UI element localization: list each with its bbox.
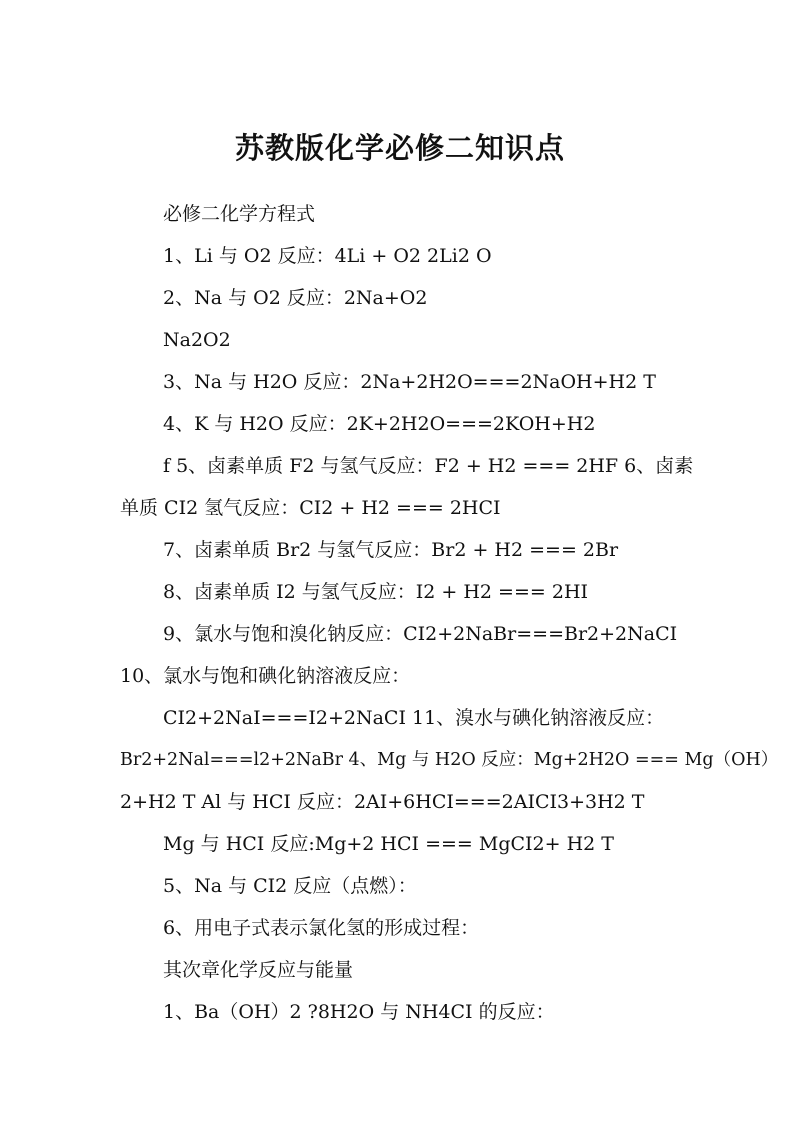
text-line: 7、卤素单质 Br2 与氢气反应：Br2 + H2 === 2Br bbox=[163, 539, 619, 561]
document-title: 苏教版化学必修二知识点 bbox=[234, 131, 565, 165]
text-line: f 5、卤素单质 F2 与氢气反应：F2 + H2 === 2HF 6、卤素 bbox=[163, 455, 694, 477]
text-line: 6、用电子式表示氯化氢的形成过程： bbox=[163, 917, 480, 939]
text-line: 1、Li 与 O2 反应：4Li + O2 2Li2 O bbox=[163, 245, 492, 267]
text-line: 8、卤素单质 I2 与氢气反应：I2 + H2 === 2HI bbox=[163, 581, 589, 603]
text-line: 其次章化学反应与能量 bbox=[163, 959, 354, 981]
text-line: Mg 与 HCI 反应:Mg+2 HCI === MgCI2+ H2 T bbox=[163, 833, 614, 855]
text-line: 10、氯水与饱和碘化钠溶液反应： bbox=[120, 665, 411, 687]
text-line: 5、Na 与 CI2 反应（点燃）： bbox=[163, 875, 417, 897]
text-line: 9、氯水与饱和溴化钠反应：CI2+2NaBr===Br2+2NaCI bbox=[163, 623, 678, 645]
text-line: Na2O2 bbox=[163, 329, 231, 351]
text-line: Br2+2Nal===l2+2NaBr 4、Mg 与 H2O 反应：Mg+2H2O === Mg（OH） bbox=[120, 750, 779, 770]
text-line: 单质 CI2 氢气反应：CI2 + H2 === 2HCI bbox=[120, 497, 501, 519]
text-line: 3、Na 与 H2O 反应：2Na+2H2O===2NaOH+H2 T bbox=[163, 371, 656, 393]
text-line: 2、Na 与 O2 反应：2Na+O2 bbox=[163, 287, 428, 309]
text-line: 2+H2 T Al 与 HCI 反应：2AI+6HCI===2AICI3+3H2 T bbox=[120, 791, 645, 813]
text-line: 必修二化学方程式 bbox=[163, 203, 316, 225]
text-line: 1、Ba（OH）2 ?8H2O 与 NH4CI 的反应： bbox=[163, 1001, 555, 1023]
text-line: 4、K 与 H2O 反应：2K+2H2O===2KOH+H2 bbox=[163, 413, 596, 435]
text-line: CI2+2NaI===I2+2NaCI 11、溴水与碘化钠溶液反应： bbox=[163, 707, 665, 729]
